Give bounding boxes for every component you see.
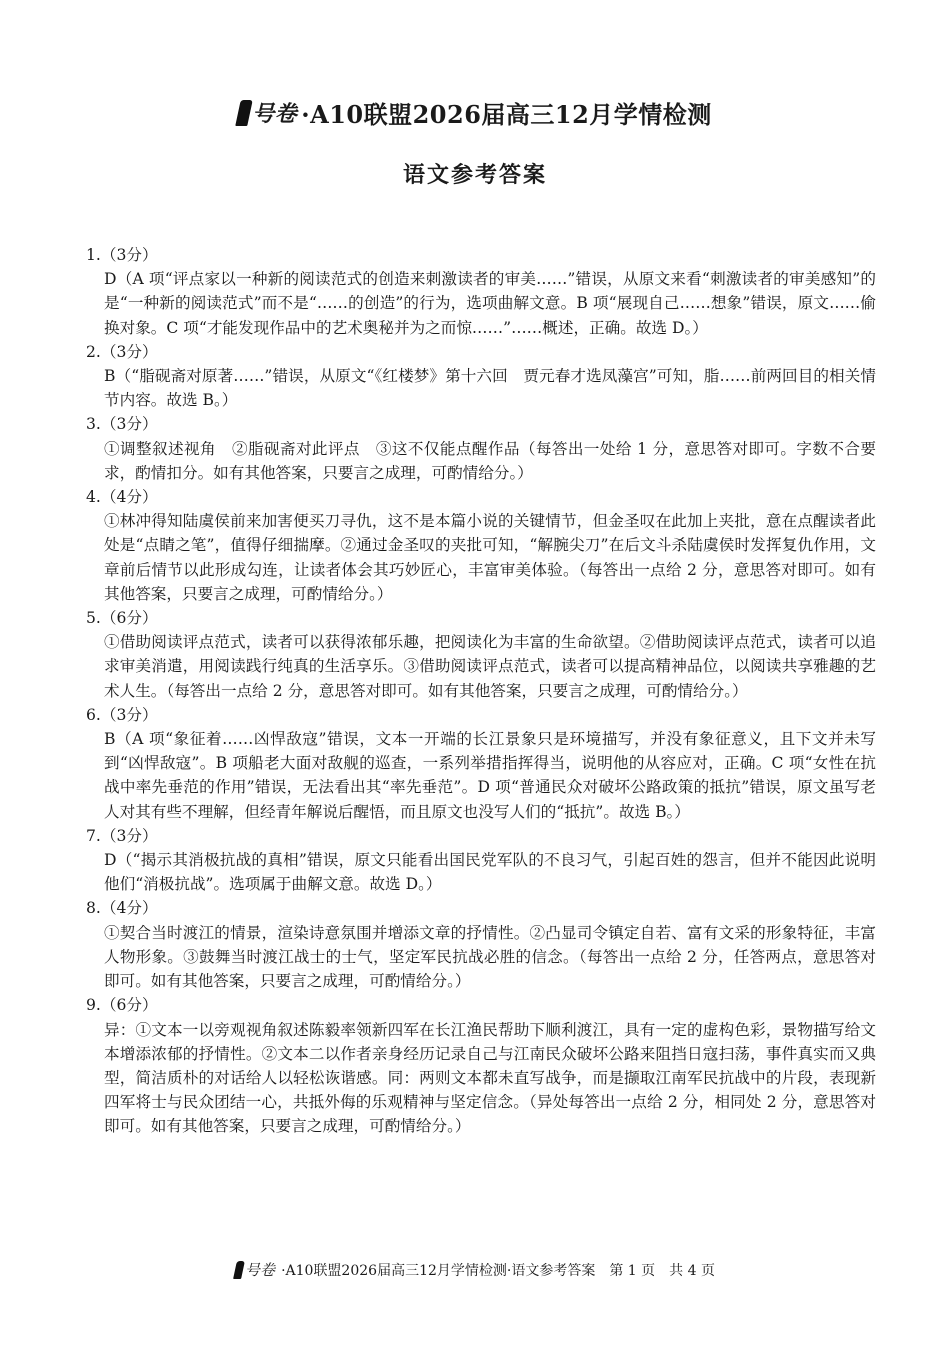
footer-logo-text: 号卷 bbox=[245, 1261, 276, 1279]
exam-title: ·A10联盟2026届高三12月学情检测 bbox=[301, 100, 712, 129]
answer-text: ①调整叙述视角 ②脂砚斋对此评点 ③这不仅能点醒作品（每答出一处给 1 分，意思答对即可。字数不合要求，酌情扣分。如有其他答案，只要言之成理，可酌情给分。） bbox=[104, 439, 876, 482]
brand-logo-text: 号卷 bbox=[252, 101, 298, 127]
answer-item bbox=[86, 993, 876, 1138]
footer-text: ·A10联盟2026届高三12月学情检测·语文参考答案 第 1 页 共 4 页 bbox=[281, 1262, 715, 1279]
answer-text: B（A 项“象征着……凶悍敌寇”错误，文本一开端的长江景象只是环境描写，并没有象征意义，且下文并未写到“凶悍敌寇”。B 项船老大面对敌舰的巡查，一系列举措指挥得当，说明他的从容应对，正确。C 项“女性在抗战中率先垂范的作用”错误，无法看出其“率先垂范”。D 项“普通民众对破坏公路政策的抵抗”错误，原文虽写老人对其有些不理解，但经青年解说后醒悟，而且原文也没写人们的“抵抗”。故选 B。） bbox=[104, 730, 876, 821]
answer-text: D（A 项“评点家以一种新的阅读范式的创造来刺激读者的审美……”错误，从原文来看“刺激读者的审美感知”的是“一种新的阅读范式”而不是“……的创造”的行为，选项曲解文意。B 项“展现自己……想象”错误，原文……偷换对象。C 项“才能发现作品中的艺术奥秘并为之而惊……”……概述，正确。故选 D。） bbox=[104, 270, 876, 337]
answer-text: D（“揭示其消极抗战的真相”错误，原文只能看出国民党军队的不良习气，引起百姓的怨言，但并不能因此说明他们“消极抗战”。选项属于曲解文意。故选 D。） bbox=[104, 851, 876, 894]
answer-list bbox=[86, 243, 876, 1139]
answer-number: 1.（3分） bbox=[86, 246, 158, 264]
answer-text: ①借助阅读评点范式，读者可以获得浓郁乐趣，把阅读化为丰富的生命欲望。②借助阅读评点范式，读者可以追求审美消遣，用阅读践行纯真的生活享乐。③借助阅读评点范式，读者可以提高精神品位，以阅读共享雅趣的艺术人生。（每答出一点给 2 分，意思答对即可。如有其他答案，只要言之成理，可酌情给分。） bbox=[104, 633, 876, 700]
page-footer bbox=[0, 1259, 950, 1280]
answer-number: 5.（6分） bbox=[86, 609, 158, 628]
footer-logo bbox=[235, 1259, 275, 1280]
answer-text: ①林冲得知陆虞侯前来加害便买刀寻仇，这不是本篇小说的关键情节，但金圣叹在此加上夹批，意在点醒读者此处是“点睛之笔”，值得仔细揣摩。②通过金圣叹的夹批可知，“解腕尖刀”在后文斗杀陆虞侯时发挥复仇作用，文章前后情节以此形成勾连，让读者体会其巧妙匠心，丰富审美体验。（每答出一点给 2 分，意思答对即可。如有其他答案，只要言之成理，可酌情给分。） bbox=[104, 512, 876, 603]
answer-item bbox=[86, 243, 876, 340]
answer-number: 7.（3分） bbox=[86, 826, 158, 845]
header bbox=[0, 95, 950, 189]
answer-number: 9.（6分） bbox=[86, 996, 158, 1015]
answer-number: 6.（3分） bbox=[86, 705, 158, 724]
answer-item bbox=[86, 606, 876, 703]
brand-logo-icon bbox=[233, 1261, 245, 1279]
answer-text: ①契合当时渡江的情景，渲染诗意氛围并增添文章的抒情性。②凸显司令镇定自若、富有文采的形象特征，丰富人物形象。③鼓舞当时渡江战士的士气，坚定军民抗战必胜的信念。（每答出一点给 2 分，任答两点，意思答对即可。如有其他答案，只要言之成理，可酌情给分。） bbox=[104, 923, 876, 991]
answer-item bbox=[86, 824, 876, 897]
answer-item bbox=[86, 412, 876, 485]
brand-logo bbox=[238, 97, 297, 128]
answer-text: 异：①文本一以旁观视角叙述陈毅率领新四军在长江渔民帮助下顺利渡江，具有一定的虚构色彩，景物描写给文本增添浓郁的抒情性。②文本二以作者亲身经历记录自己与江南民众破坏公路来阻挡日寇扫荡，事件真实而又典型，简洁质朴的对话给人以轻松诙谐感。同：两则文本都未直写战争，而是撷取江南军民抗战中的片段，表现新四军将士与民众团结一心，共抵外侮的乐观精神与坚定信念。（异处每答出一点给 2 分，相同处 2 分，意思答对即可。如有其他答案，只要言之成理，可酌情给分。） bbox=[104, 1020, 876, 1136]
answer-text: B（“脂砚斋对原著……”错误，从原文“《红楼梦》第十六回 贾元春才选凤藻宫”可知，脂……前两回目的相关情节内容。故选 B。） bbox=[104, 367, 876, 410]
answer-number: 4.（4分） bbox=[86, 488, 158, 507]
answer-item bbox=[86, 340, 876, 413]
answer-number: 3.（3分） bbox=[86, 415, 158, 434]
answer-number: 2.（3分） bbox=[86, 342, 158, 361]
page-subtitle: 语文参考答案 bbox=[402, 162, 547, 188]
answer-item bbox=[86, 896, 876, 993]
brand-logo-icon bbox=[235, 100, 253, 126]
answer-item bbox=[86, 703, 876, 824]
answer-number: 8.（4分） bbox=[86, 899, 158, 918]
page-title bbox=[238, 95, 712, 130]
answer-item bbox=[86, 485, 876, 606]
